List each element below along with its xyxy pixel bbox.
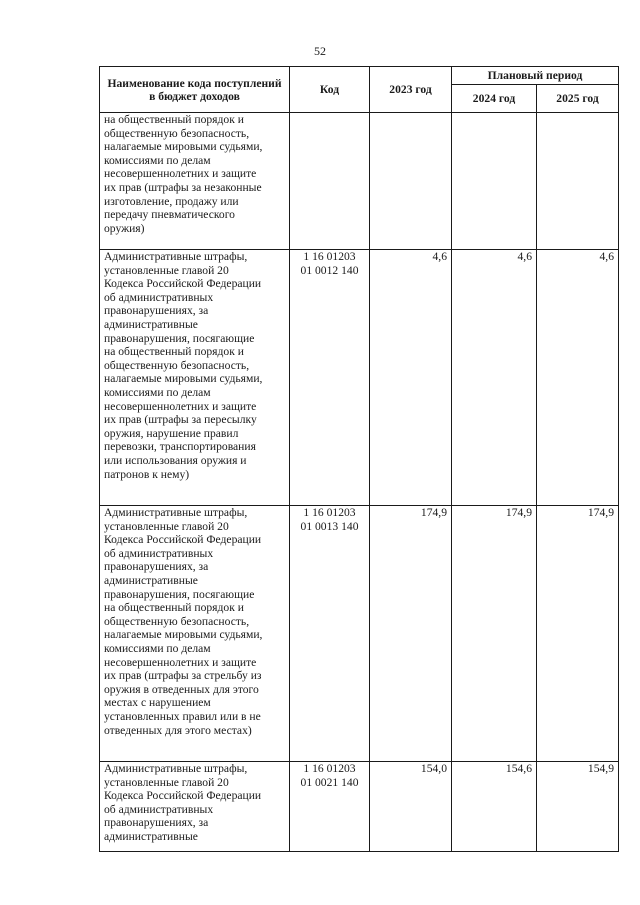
page-number: 52	[314, 44, 326, 58]
row-value-2023: 174,9	[370, 506, 452, 762]
row-name: Административные штрафы, установленные главой 20 Кодекса Российской Федерации об административных правонарушениях, за административные правонарушения, посягающие на общественный порядок и общественную безопасность, налагаемые мировыми судьями, комиссиями по делам несовершеннолетних и защите их прав (штрафы за стрельбу из оружия в отведенных для этого местах с нарушением установленных правил или в не отведенных для этого местах)	[104, 506, 263, 737]
header-code: Код	[290, 67, 370, 113]
header-planned-period: Плановый период	[452, 67, 619, 85]
row-name: Административные штрафы, установленные главой 20 Кодекса Российской Федерации об административных правонарушениях, за административные правонарушения, посягающие на общественный порядок и общественную безопасность, налагаемые мировыми судьями, комиссиями по делам несовершеннолетних и защите их прав (штрафы за пересылку оружия, нарушение правил перевозки, транспортирования или использования оружия и патронов к нему)	[104, 250, 263, 481]
row-value-2025	[537, 113, 619, 250]
row-name: на общественный порядок и общественную безопасность, налагаемые мировыми судьями, комиссиями по делам несовершеннолетних и защите их прав (штрафы за незаконные изготовление, продажу или передачу пневматического оружия)	[104, 113, 263, 235]
budget-revenue-table	[99, 66, 619, 852]
header-2024: 2024 год	[452, 85, 537, 113]
row-code: 1 16 01203 01 0013 140	[300, 506, 359, 533]
row-value-2023: 154,0	[370, 762, 452, 852]
row-value-2024: 4,6	[452, 250, 537, 506]
row-value-2024: 154,6	[452, 762, 537, 852]
header-name: Наименование кода поступлений в бюджет доходов	[100, 67, 290, 113]
row-code	[290, 113, 370, 250]
row-value-2023	[370, 113, 452, 250]
table-row	[100, 250, 619, 506]
row-code: 1 16 01203 01 0021 140	[300, 762, 359, 789]
row-value-2025: 174,9	[537, 506, 619, 762]
row-value-2023: 4,6	[370, 250, 452, 506]
table-row	[100, 506, 619, 762]
table-row	[100, 762, 619, 852]
row-code: 1 16 01203 01 0012 140	[300, 250, 359, 277]
header-2023: 2023 год	[370, 67, 452, 113]
row-value-2025: 154,9	[537, 762, 619, 852]
header-2025: 2025 год	[537, 85, 619, 113]
row-value-2025: 4,6	[537, 250, 619, 506]
row-name: Административные штрафы, установленные главой 20 Кодекса Российской Федерации об административных правонарушениях, за административные	[104, 762, 262, 843]
table-row	[100, 113, 619, 250]
row-value-2024: 174,9	[452, 506, 537, 762]
row-value-2024	[452, 113, 537, 250]
